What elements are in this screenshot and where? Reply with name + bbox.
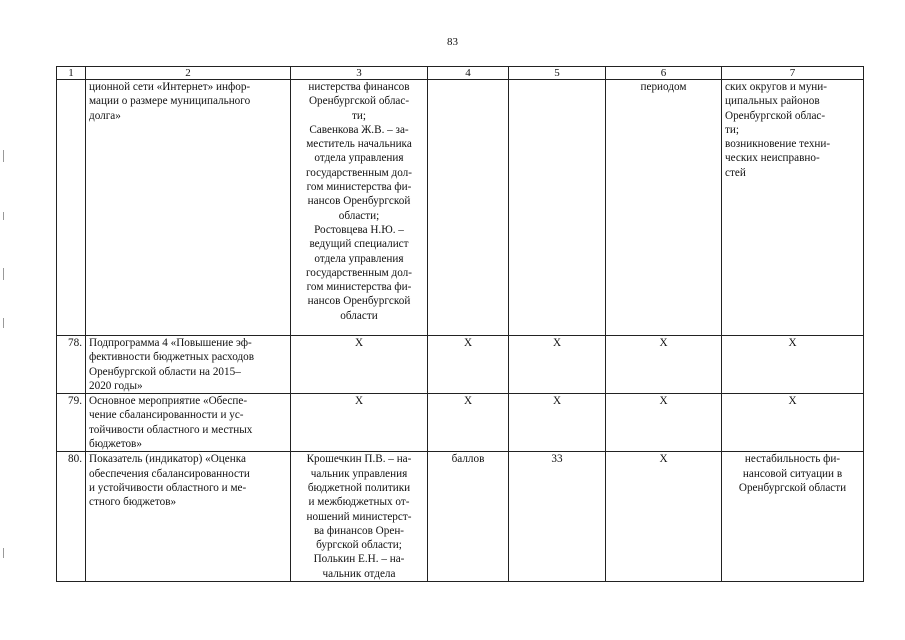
cell-line: меститель начальника — [306, 138, 412, 151]
cell-line: Оренбургской облас- — [308, 95, 410, 108]
cell-line: Оренбургской облас- — [725, 109, 826, 122]
cell-line: бургской области; — [316, 539, 402, 552]
cell-line: Оренбургской области на 2015– — [89, 365, 241, 378]
row-responsible — [291, 452, 428, 582]
row-number — [57, 80, 86, 336]
row-risks — [722, 336, 864, 394]
row-responsible — [291, 394, 428, 452]
cell-line: и устойчивости областного и ме- — [89, 481, 247, 494]
table-header-row — [57, 67, 864, 80]
row-description — [86, 394, 291, 452]
document-table — [56, 66, 864, 582]
cell-line: ских округов и муни- — [725, 81, 827, 93]
cell-line: ти; — [352, 109, 366, 122]
row-risks — [722, 80, 864, 336]
row-responsible — [291, 336, 428, 394]
table-row — [57, 394, 864, 452]
cell-line: ческих неисправно- — [725, 152, 820, 165]
row-period — [606, 80, 722, 336]
cell-line: чальник управления — [310, 467, 408, 480]
cell-line: нансов Оренбургской — [307, 295, 411, 308]
row-number: 78. — [57, 336, 86, 394]
cell-line: возникновение техни- — [725, 138, 831, 151]
cell-line: государственным дол- — [306, 266, 412, 279]
cell-line: Х — [788, 395, 797, 408]
cell-line: Ростовцева Н.Ю. – — [314, 223, 404, 236]
page-number: 83 — [447, 36, 458, 48]
cell-line: Х — [659, 453, 668, 466]
row-description — [86, 80, 291, 336]
header-cell: 6 — [606, 67, 722, 80]
scan-mark — [3, 212, 4, 220]
table-row — [57, 336, 864, 394]
cell-line: мации о размере муниципального — [89, 95, 251, 108]
row-unit: баллов — [428, 452, 509, 582]
cell-line: Х — [788, 337, 797, 349]
cell-line: гом министерства фи- — [306, 281, 412, 294]
cell-line: ципальных районов — [725, 95, 820, 108]
cell-line: государственным дол- — [306, 166, 412, 179]
cell-line: отдела управления — [314, 152, 404, 165]
row-value — [509, 80, 606, 336]
cell-line: фективности бюджетных расходов — [89, 351, 255, 364]
row-value: Х — [509, 394, 606, 452]
cell-line: ва финансов Орен- — [313, 524, 405, 537]
cell-line: Оренбургской области — [738, 481, 847, 494]
cell-line: долга» — [89, 109, 121, 122]
cell-line: нистерства финансов — [308, 81, 410, 93]
cell-line: Основное мероприятие «Обеспе- — [89, 395, 248, 408]
row-unit: Х — [428, 336, 509, 394]
cell-line: 2020 годы» — [89, 379, 143, 392]
row-description — [86, 452, 291, 582]
header-cell: 2 — [86, 67, 291, 80]
cell-line: Х — [354, 337, 364, 349]
cell-line: отдела управления — [314, 252, 404, 265]
row-period — [606, 452, 722, 582]
header-cell: 4 — [428, 67, 509, 80]
cell-line: нестабильность фи- — [744, 453, 841, 466]
header-cell: 5 — [509, 67, 606, 80]
row-value: 33 — [509, 452, 606, 582]
row-risks — [722, 452, 864, 582]
cell-line: ведущий специалист — [309, 238, 409, 251]
cell-line: чение сбалансированности и ус- — [89, 409, 244, 422]
scan-mark — [3, 318, 4, 328]
cell-line: ти; — [725, 123, 739, 136]
scan-mark — [3, 150, 4, 162]
cell-line: бюджетов» — [89, 438, 142, 451]
cell-line: нансовой ситуации в — [742, 467, 843, 480]
cell-line: обеспечения сбалансированности — [89, 467, 250, 480]
cell-line: периодом — [640, 81, 687, 93]
cell-line: и межбюджетных от- — [308, 496, 410, 509]
cell-line: Крошечкин П.В. – на- — [306, 453, 412, 466]
table-row — [57, 452, 864, 582]
row-period — [606, 394, 722, 452]
cell-line: чальник отдела — [322, 567, 396, 580]
header-cell: 1 — [57, 67, 86, 80]
row-value: Х — [509, 336, 606, 394]
cell-line: области — [340, 309, 378, 322]
cell-line: ношений министерст- — [306, 510, 412, 523]
cell-line: тойчивости областного и местных — [89, 423, 253, 436]
cell-line: ционной сети «Интернет» инфор- — [89, 81, 251, 93]
table-row — [57, 80, 864, 336]
cell-line: Х — [354, 395, 364, 408]
row-number: 79. — [57, 394, 86, 452]
header-cell: 3 — [291, 67, 428, 80]
cell-line: области; — [338, 209, 380, 222]
cell-line: Полькин Е.Н. – на- — [313, 553, 405, 566]
cell-line: бюджетной политики — [307, 481, 411, 494]
cell-line: Савенкова Ж.В. – за- — [309, 123, 409, 136]
cell-line: нансов Оренбургской — [307, 195, 411, 208]
header-cell: 7 — [722, 67, 864, 80]
row-number: 80. — [57, 452, 86, 582]
cell-line: Х — [659, 395, 668, 408]
cell-line: стей — [725, 166, 746, 179]
row-responsible — [291, 80, 428, 336]
row-period — [606, 336, 722, 394]
row-unit — [428, 80, 509, 336]
row-description — [86, 336, 291, 394]
cell-line: гом министерства фи- — [306, 181, 412, 194]
row-risks — [722, 394, 864, 452]
scan-mark — [3, 548, 4, 558]
row-unit: Х — [428, 394, 509, 452]
cell-line: Подпрограмма 4 «Повышение эф- — [89, 337, 252, 349]
scan-mark — [3, 268, 4, 280]
cell-line: Х — [659, 337, 668, 349]
cell-line: Показатель (индикатор) «Оценка — [89, 453, 246, 466]
cell-line: стного бюджетов» — [89, 496, 177, 509]
